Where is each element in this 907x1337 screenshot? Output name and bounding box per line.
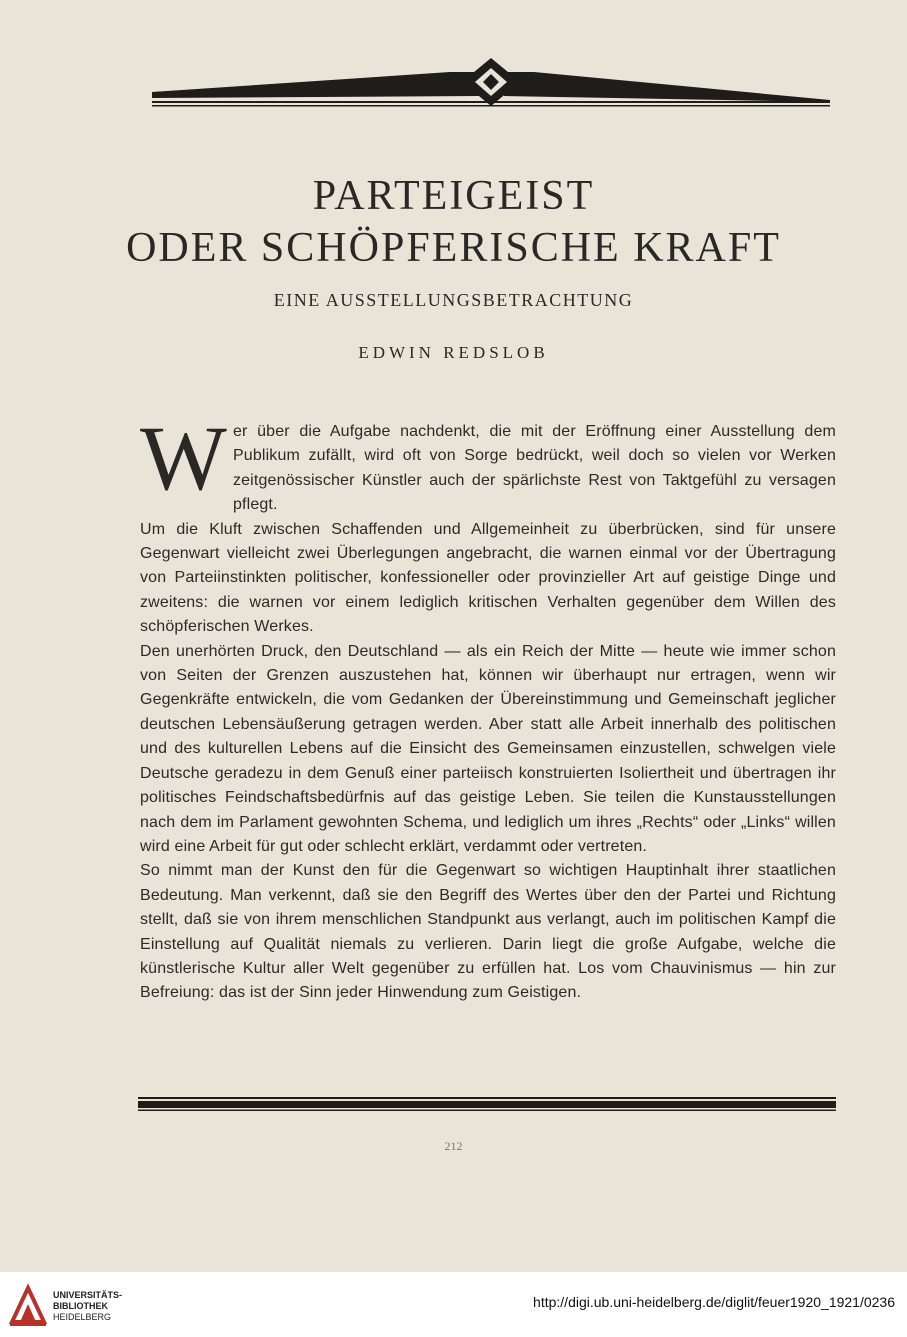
header-ornament bbox=[150, 52, 832, 110]
paragraph-4: So nimmt man der Kunst den für die Gegenwart so wichtigen Hauptinhalt ihrer staatlichen Bedeutung. Man verkennt, daß sie den Begriff des Wertes über den der Partei und Richtung stellt, daß sie von ihrem menschlichen Standpunkt aus verlangt, auch im politischen Kampf die Einstellung auf Qualität niemals zu verlieren. Darin liegt die große Aufgabe, welche die künstlerische Kultur aller Welt gegenüber zu erfüllen hat. Los vom Chauvinismus — hin zur Befreiung: das ist der Sinn jeder Hinwendung zum Geistigen. bbox=[140, 862, 836, 1002]
institution-line-3: HEIDELBERG bbox=[53, 1312, 112, 1322]
title-line-2: ODER SCHÖPFERISCHE KRAFT bbox=[126, 225, 781, 271]
paragraph-1-text: er über die Aufgabe nachdenkt, die mit der Eröffnung einer Ausstellung dem Publikum zufällt, wird oft von Sorge bedrückt, weil doch so vielen vor Werken zeitgenössischer Künstler auch der spärlichste Rest von Taktgefühl zu versagen pflegt. bbox=[232, 423, 836, 514]
paragraph-3: Den unerhörten Druck, den Deutschland — als ein Reich der Mitte — heute wie immer schon von Seiten der Grenzen auszustehen hat, können wir überhaupt nur ertragen, wenn wir Gegenkräfte entwickeln, die vom Gedanken der Übereinstimmung und Gemeinschaft jeglicher deutschen Lebensäußerung getragen werden. Aber statt alle Arbeit innerhalb des politischen und des kulturellen Lebens auf die Einsicht des Gemeinsamen einzustellen, schwelgen viele Deutsche geradezu in dem Genuß einer parteiisch konstruierten Isoliertheit und übertragen ihr politisches Feindschaftsbedürfnis auf das geistige Leben. Sie teilen die Kunstausstellungen nach dem im Parlament gewohnten Schema, und lediglich um ihres „Rechts“ oder „Links“ willen wird eine Arbeit für gut oder schlecht erklärt, verdammt oder vertreten. bbox=[140, 642, 836, 855]
drop-cap: W bbox=[140, 407, 227, 509]
author: EDWIN REDSLOB bbox=[358, 343, 549, 362]
footer-rule bbox=[138, 1097, 836, 1111]
page-number: 212 bbox=[444, 1139, 463, 1153]
article-body bbox=[140, 407, 836, 1006]
institution-line-2: BIBLIOTHEK bbox=[53, 1301, 108, 1311]
library-logo-icon bbox=[8, 1282, 48, 1328]
library-footer bbox=[0, 1272, 907, 1337]
source-url-link[interactable]: http://digi.ub.uni-heidelberg.de/diglit/feuer1920_1921/0236 bbox=[533, 1294, 895, 1310]
title-line-1: PARTEIGEIST bbox=[312, 173, 595, 219]
institution-line-1: UNIVERSITÄTS- bbox=[53, 1290, 123, 1300]
paragraph-2: Um die Kluft zwischen Schaffenden und Allgemeinheit zu überbrücken, sind für unsere Gegenwart vielleicht zwei Überlegungen angebracht, die warnen einmal vor der Übertragung von Parteiinstinkten politischer, konfessioneller oder provinzieller Art auf geistige Dinge und zweitens: die warnen vor einem lediglich kritischen Verhalten gegenüber dem Willen des schöpferischen Werkes. bbox=[140, 520, 836, 636]
paragraph-1 bbox=[140, 407, 836, 518]
subtitle: EINE AUSSTELLUNGSBETRACHTUNG bbox=[273, 290, 634, 310]
institution-name bbox=[53, 1290, 122, 1323]
